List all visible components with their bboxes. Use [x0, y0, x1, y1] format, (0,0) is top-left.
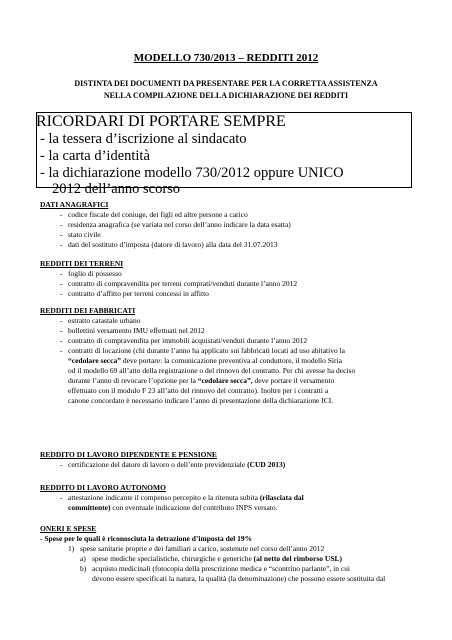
- list-item: - residenza anagrafica (se variata nel corso dell’anno indicare la data esatta): [60, 220, 291, 229]
- reminder-item-membership-card: - la tessera d’iscrizione al sindacato: [40, 131, 247, 147]
- section-heading: DATI ANAGRAFICI: [40, 200, 109, 209]
- section-oneri-spese: [40, 524, 412, 584]
- list-item-locazione: - contratti di locazione (chi durante l’anno ha applicato sui fabbricati locati ad uso abitativo la “cedolare secca” deve portare: la comunicazione preventiva al conduttore, il modello Siria od il modello 69 all’atto della registrazione o del rinnovo del contratto. Per chi avesse ha deciso durante l’anno di revocare l’opzione per la “cedolare secca”, deve portare il versamento effettuato con il modulo F 23 all’atto del rinnovo del contratto). Inoltre per i contratti a canone concordato è necessario indicare l’anno di presentazione della dichiarazione ICI.: [60, 346, 356, 405]
- section-reddito-dipendente: [40, 450, 412, 470]
- section-redditi-terreni: [40, 259, 412, 299]
- list-item: - contratto d’affitto per terreni concessi in affitto: [60, 289, 209, 298]
- section-heading: REDDITI DEI TERRENI: [40, 259, 124, 268]
- list-item: - contratto di compravendita per immobili acquistati/venduti durante l’anno 2012: [60, 336, 308, 345]
- list-item: - codice fiscale del coniuge, dei figli ed altre persone a carico: [60, 210, 248, 219]
- list-item: - dati del sostituto d’imposta (datore di lavoro) alla data del 31.07.2013: [60, 240, 278, 249]
- reminder-item-last-return-cont: 2012 dell’anno scorso: [52, 181, 181, 197]
- section-redditi-fabbricati: [40, 306, 412, 406]
- list-item: b) acquisto medicinali (fotocopia della prescrizione medica e “scontrino parlante”, in cui devono essere specificati la natura, la qualità (la denominazione) che possono essere sostituita dal: [80, 564, 386, 583]
- document-subtitle: [40, 78, 412, 102]
- section-heading: REDDITI DEI FABBRICATI: [40, 306, 136, 315]
- list-item: - attestazione indicante il compenso percepito e la ritenuta subita (rilasciata dal committente) con eventuale indicazione del contributo INPS versato.: [60, 493, 304, 512]
- list-item: - estratto catastale urbano: [60, 316, 141, 325]
- subtitle-line-1: DISTINTA DEI DOCUMENTI DA PRESENTARE PER LA CORRETTA ASSISTENZA: [74, 79, 378, 88]
- reminder-heading: RICORDARI DI PORTARE SEMPRE: [36, 113, 286, 130]
- list-item: - certificazione del datore di lavoro o dell’ente previdenziale (CUD 2013): [60, 460, 286, 469]
- section-heading: ONERI E SPESE: [40, 524, 97, 533]
- section-dati-anagrafici: [40, 200, 412, 250]
- reminder-item-id-card: - la carta d’identità: [40, 148, 150, 164]
- list-item: - stato civile: [60, 230, 101, 239]
- list-item: - bollettini versamento IMU effettuati nel 2012: [60, 326, 205, 335]
- list-item: - contratto di compravendita per terreni comprati/venduti durante l’anno 2012: [60, 279, 298, 288]
- list-item: - foglio di possesso: [60, 269, 122, 278]
- section-subheading: - Spese per le quali è riconosciuta la detrazione d’imposta del 19%: [40, 534, 253, 543]
- section-heading: REDDITO DI LAVORO DIPENDENTE E PENSIONE: [40, 450, 217, 459]
- list-item: 1) spese sanitarie proprie e dei familiari a carico, sostenute nel corso dell’anno 2012: [68, 544, 325, 553]
- section-reddito-autonomo: [40, 483, 412, 513]
- list-item: a) spese mediche specialistiche, chirurgiche e generiche (al netto del rimborso USL): [80, 554, 342, 563]
- reminder-item-last-return: - la dichiarazione modello 730/2012 oppure UNICO: [40, 165, 344, 181]
- section-heading: REDDITO DI LAVORO AUTONOMO: [40, 483, 166, 492]
- document-title: MODELLO 730/2013 – REDDITI 2012: [133, 52, 319, 64]
- subtitle-line-2: NELLA COMPILAZIONE DELLA DICHIARAZIONE DEI REDDITI: [103, 91, 349, 100]
